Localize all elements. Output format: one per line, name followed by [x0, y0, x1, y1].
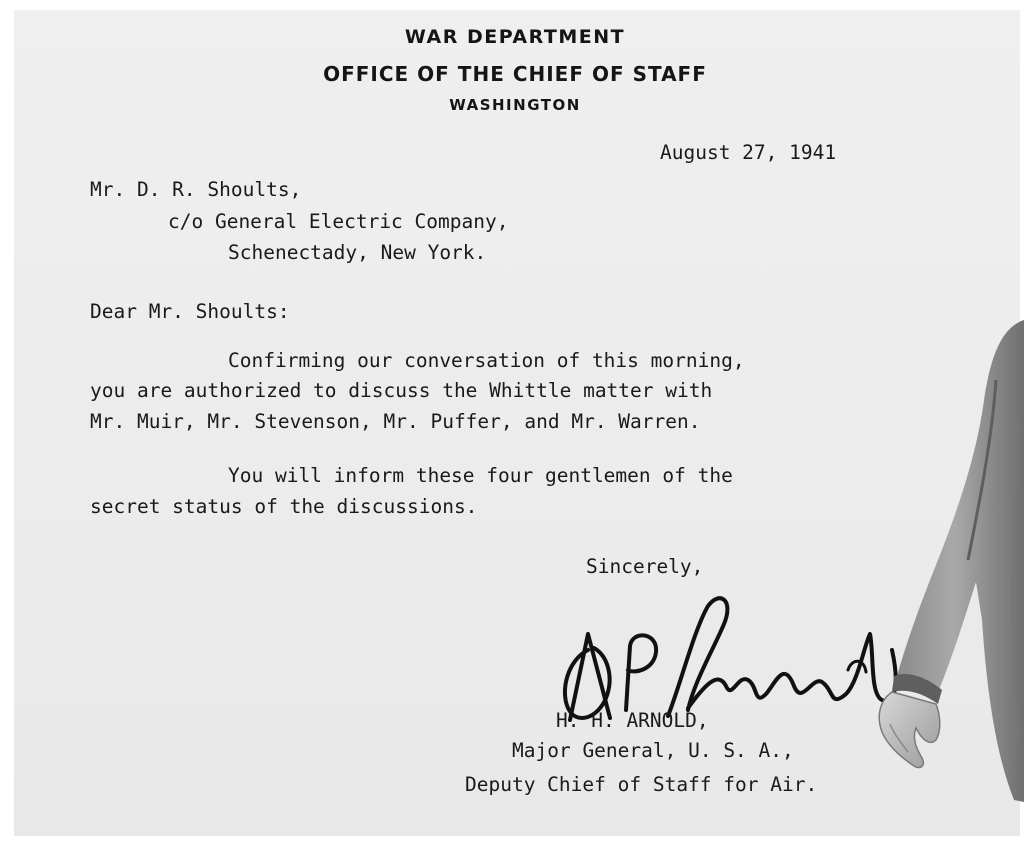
paragraph-2-line-1: You will inform these four gentlemen of the — [228, 464, 733, 487]
paragraph-2-line-2: secret status of the discussions. — [90, 495, 478, 518]
letterhead-department: WAR DEPARTMENT — [404, 26, 626, 48]
person-photo-icon — [868, 320, 1024, 842]
closing: Sincerely, — [586, 555, 704, 578]
address-line-1: Mr. D. R. Shoults, — [90, 178, 302, 201]
salutation: Dear Mr. Shoults: — [90, 300, 290, 323]
address-line-2: c/o General Electric Company, — [168, 210, 509, 233]
signatory-title: Deputy Chief of Staff for Air. — [465, 773, 818, 796]
letterhead-city: WASHINGTON — [449, 96, 581, 114]
paragraph-1-line-2: you are authorized to discuss the Whittle matter with — [90, 379, 713, 402]
letterhead-office: OFFICE OF THE CHIEF OF STAFF — [323, 62, 707, 86]
letter-date: August 27, 1941 — [660, 141, 837, 164]
signatory-name: H. H. ARNOLD, — [556, 709, 709, 732]
address-line-3: Schenectady, New York. — [228, 241, 487, 264]
paragraph-1-line-3: Mr. Muir, Mr. Stevenson, Mr. Puffer, and Mr. Warren. — [90, 410, 701, 433]
paragraph-1-line-1: Confirming our conversation of this morning, — [228, 349, 745, 372]
signatory-rank: Major General, U. S. A., — [512, 739, 794, 762]
